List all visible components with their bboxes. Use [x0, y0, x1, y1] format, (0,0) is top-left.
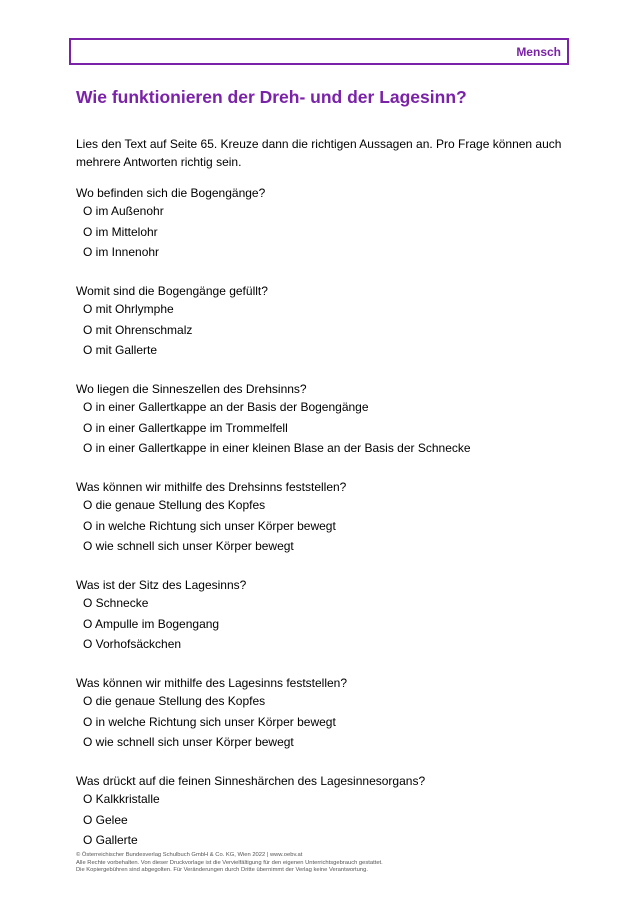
footer-line: © Österreichischer Bundesverlag Schulbuch GmbH & Co. KG, Wien 2022 | www.oebv.at — [76, 852, 303, 858]
question-block — [76, 185, 576, 260]
footer — [76, 852, 383, 875]
question-text: Wo befinden sich die Bogengänge? — [76, 186, 266, 200]
answer-option[interactable]: O Gelee — [83, 812, 128, 827]
question-text: Was ist der Sitz des Lagesinns? — [76, 578, 247, 592]
answer-option[interactable]: O Kalkkristalle — [83, 792, 160, 806]
footer-line: Alle Rechte vorbehalten. Von dieser Druckvorlage ist die Vervielfältigung für den eigenen Unterrichtsgebrauch gestattet. — [76, 859, 383, 866]
question-block — [76, 381, 576, 456]
answer-option[interactable]: O in einer Gallertkappe in einer kleinen Blase an der Basis der Schnecke — [83, 441, 471, 455]
question-text: Wo liegen die Sinneszellen des Drehsinns? — [76, 382, 307, 396]
answer-option[interactable]: O Ampulle im Bogengang — [83, 616, 220, 631]
question-list — [76, 185, 576, 871]
question-text: Was drückt auf die feinen Sinneshärchen des Lagesinnesorgans? — [76, 774, 426, 788]
subject-label: Mensch — [516, 45, 561, 59]
answer-option[interactable]: O Vorhofsäckchen — [83, 637, 182, 651]
question-block — [76, 283, 576, 358]
footer-line: Die Kopiergebühren sind abgegolten. Für Veränderungen durch Dritte übernimmt der Verlag keine Verantwortung. — [76, 867, 368, 873]
header-box — [69, 38, 569, 65]
answer-option[interactable]: O mit Ohrenschmalz — [83, 322, 193, 337]
answer-option[interactable]: O im Innenohr — [83, 245, 160, 259]
answer-option[interactable]: O mit Gallerte — [83, 343, 158, 357]
answer-option[interactable]: O im Mittelohr — [83, 224, 158, 239]
answer-option[interactable]: O Schnecke — [83, 596, 149, 610]
question-block — [76, 675, 576, 750]
question-block — [76, 773, 576, 848]
answer-option[interactable]: O wie schnell sich unser Körper bewegt — [83, 539, 294, 553]
answer-option[interactable]: O mit Ohrlymphe — [83, 302, 174, 316]
answer-option[interactable]: O in einer Gallertkappe im Trommelfell — [83, 420, 288, 435]
answer-option[interactable]: O wie schnell sich unser Körper bewegt — [83, 735, 294, 749]
question-block — [76, 577, 576, 652]
answer-option[interactable]: O die genaue Stellung des Kopfes — [83, 498, 266, 512]
intro-text: Lies den Text auf Seite 65. Kreuze dann die richtigen Aussagen an. Pro Frage können auch mehrere Antworten richtig sein. — [76, 137, 562, 169]
page-title: Wie funktionieren der Dreh- und der Lagesinn? — [76, 87, 467, 107]
answer-option[interactable]: O Gallerte — [83, 833, 138, 847]
answer-option[interactable]: O die genaue Stellung des Kopfes — [83, 694, 266, 708]
question-block — [76, 479, 576, 554]
answer-option[interactable]: O im Außenohr — [83, 204, 164, 218]
question-text: Was können wir mithilfe des Lagesinns feststellen? — [76, 676, 348, 690]
question-text: Womit sind die Bogengänge gefüllt? — [76, 284, 268, 298]
answer-option[interactable]: O in einer Gallertkappe an der Basis der Bogengänge — [83, 400, 369, 414]
answer-option[interactable]: O in welche Richtung sich unser Körper bewegt — [83, 714, 336, 729]
question-text: Was können wir mithilfe des Drehsinns feststellen? — [76, 480, 347, 494]
answer-option[interactable]: O in welche Richtung sich unser Körper bewegt — [83, 518, 336, 533]
